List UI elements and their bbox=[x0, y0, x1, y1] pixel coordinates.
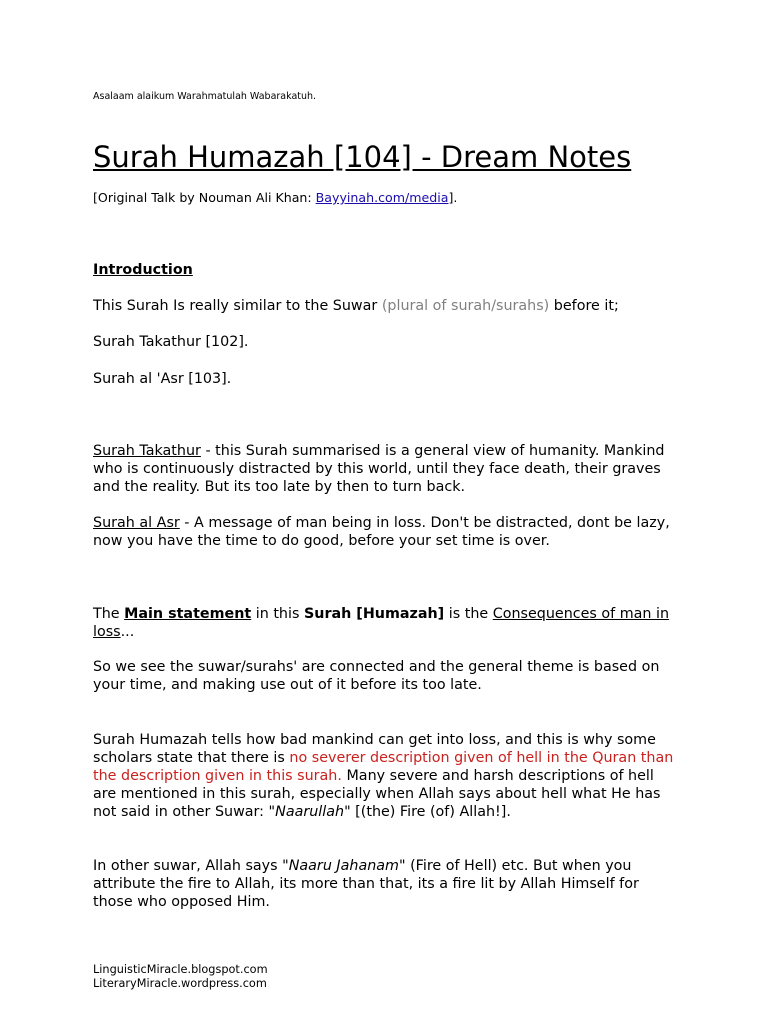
footer bbox=[93, 963, 678, 991]
other-suwar-paragraph bbox=[93, 857, 678, 911]
original-talk-suffix: ]. bbox=[448, 190, 458, 205]
surah-humazah-bold: Surah [Humazah] bbox=[303, 606, 445, 622]
takathur-label: Surah Takathur bbox=[93, 443, 201, 459]
naarullah-term: Naarullah bbox=[275, 804, 345, 820]
main-statement-text-1: The bbox=[93, 606, 125, 622]
humazah-text-3: " [(the) Fire (of) Allah!]. bbox=[344, 804, 511, 820]
consequences-underlined: Consequences of man in loss bbox=[93, 606, 670, 640]
takathur-reference: Surah Takathur [102]. bbox=[93, 334, 249, 350]
asr-label: Surah al Asr bbox=[93, 515, 180, 531]
page-title: Surah Humazah [104] - Dream Notes bbox=[93, 140, 632, 174]
footer-blog-link: LinguisticMiracle.blogspot.com bbox=[93, 963, 268, 976]
takathur-text: - this Surah summarised is a general view of humanity. Mankind who is continuously distracted by this world, until they face death, their graves and the reality. But its too late by then to turn back. bbox=[93, 443, 665, 495]
intro-text-start: This Surah Is really similar to the Suwar bbox=[93, 298, 382, 314]
main-statement-ellipsis: ... bbox=[120, 624, 135, 640]
intro-text-end: before it; bbox=[549, 298, 619, 314]
naaru-jahanam-term: Naaru Jahanam bbox=[288, 858, 399, 874]
asr-reference: Surah al 'Asr [103]. bbox=[93, 371, 232, 387]
asr-paragraph bbox=[93, 514, 678, 550]
other-suwar-text-1: In other suwar, Allah says " bbox=[93, 858, 289, 874]
severe-description-highlight: no severer description given of hell in the Quran than the description given in this surah. bbox=[93, 750, 674, 784]
original-talk-line bbox=[93, 189, 678, 207]
original-talk-prefix: [Original Talk by Nouman Ali Khan: bbox=[93, 190, 316, 205]
main-statement-text-3: is the bbox=[444, 606, 493, 622]
intro-paragraph bbox=[93, 297, 678, 315]
bayyinah-link[interactable]: Bayyinah.com/media bbox=[315, 190, 449, 205]
main-statement-text-2: in this bbox=[251, 606, 304, 622]
introduction-heading: Introduction bbox=[93, 262, 193, 278]
footer-wordpress-link: LiteraryMiracle.wordpress.com bbox=[93, 977, 267, 990]
asr-text: - A message of man being in loss. Don't be distracted, dont be lazy, now you have the time to do good, before your set time is over. bbox=[93, 515, 670, 549]
connected-paragraph: So we see the suwar/surahs' are connected and the general theme is based on your time, and making use out of it before its too late. bbox=[93, 659, 660, 693]
humazah-text-2: Many severe and harsh descriptions of hell are mentioned in this surah, especially when Allah says about hell what He has not said in other Suwar: " bbox=[93, 768, 661, 820]
other-suwar-text-2: " (Fire of Hell) etc. But when you attribute the fire to Allah, its more than that, its a fire lit by Allah Himself for those who opposed Him. bbox=[93, 858, 639, 910]
greeting: Asalaam alaikum Warahmatulah Wabarakatuh. bbox=[93, 91, 317, 102]
main-statement-bold: Main statement bbox=[124, 606, 252, 622]
plural-note: (plural of surah/surahs) bbox=[381, 298, 550, 314]
humazah-paragraph bbox=[93, 731, 678, 821]
main-statement-paragraph bbox=[93, 605, 678, 641]
takathur-paragraph bbox=[93, 442, 678, 496]
humazah-text-1: Surah Humazah tells how bad mankind can get into loss, and this is why some scholars state that there is bbox=[93, 732, 656, 766]
